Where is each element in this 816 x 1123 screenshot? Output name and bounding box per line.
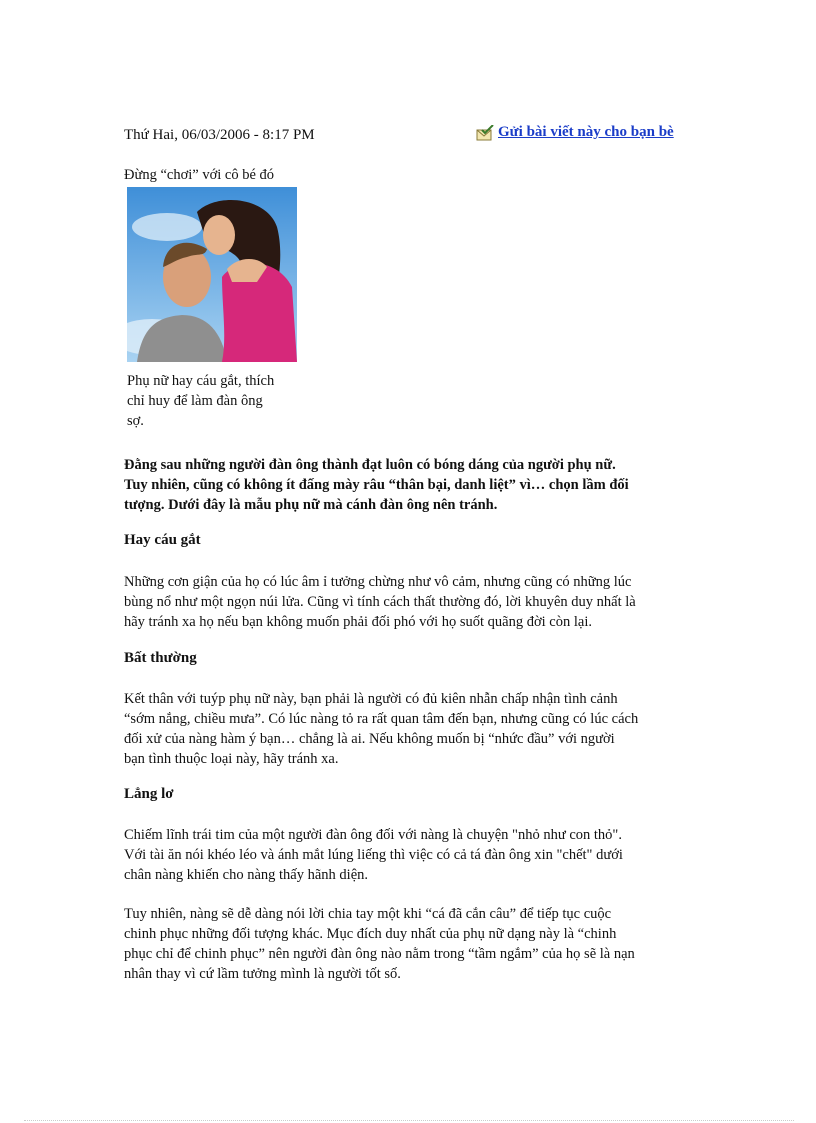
lead-paragraph bbox=[124, 455, 694, 515]
paragraph-line: Kết thân với tuýp phụ nữ này, bạn phải là người có đủ kiên nhẫn chấp nhận tình cảnh bbox=[124, 691, 618, 707]
paragraph-line: đối xử của nàng hàm ý bạn… chẳng là ai. Nếu không muốn bị “nhức đầu” với người bbox=[124, 731, 615, 747]
paragraph-line: bạn tình thuộc loại này, hãy tránh xa. bbox=[124, 751, 339, 767]
caption-line: chỉ huy để làm đàn ông bbox=[127, 393, 263, 409]
paragraph-line: nhân thay vì cứ lầm tưởng mình là người tốt số. bbox=[124, 966, 401, 982]
paragraph-line: chinh phục những đối tượng khác. Mục đích duy nhất của phụ nữ dạng này là “chinh bbox=[124, 926, 617, 942]
section-paragraph bbox=[124, 825, 694, 885]
lead-line: Đằng sau những người đàn ông thành đạt luôn có bóng dáng của người phụ nữ. bbox=[124, 457, 616, 473]
page-bottom-divider bbox=[24, 1120, 794, 1121]
paragraph-line: “sớm nắng, chiều mưa”. Có lúc nàng tỏ ra rất quan tâm đến bạn, nhưng cũng có lúc cách bbox=[124, 711, 639, 727]
paragraph-line: phục chỉ để chinh phục” nên người đàn ông nào nằm trong “tầm ngắm” của họ sẽ là nạn bbox=[124, 946, 635, 962]
lead-line: tượng. Dưới đây là mẫu phụ nữ mà cánh đàn ông nên tránh. bbox=[124, 497, 498, 513]
paragraph-line: hãy tránh xa họ nếu bạn không muốn phải đối phó với họ suốt quãng đời còn lại. bbox=[124, 614, 592, 630]
paragraph-line: Những cơn giận của họ có lúc âm ỉ tưởng chừng như vô cảm, nhưng cũng có những lúc bbox=[124, 574, 632, 590]
paragraph-line: Tuy nhiên, nàng sẽ dễ dàng nói lời chia tay một khi “cá đã cắn câu” để tiếp tục cuộc bbox=[124, 906, 612, 922]
paragraph-line: Chiếm lĩnh trái tim của một người đàn ông đối với nàng là chuyện "nhỏ như con thỏ". bbox=[124, 827, 622, 843]
paragraph-line: Với tài ăn nói khéo léo và ánh mắt lúng liếng thì việc có cả tá đàn ông xin "chết" dưới bbox=[124, 847, 623, 863]
send-to-friends-link[interactable] bbox=[476, 124, 674, 141]
section-heading: Hay cáu gắt bbox=[124, 532, 201, 548]
photo-caption bbox=[127, 371, 295, 431]
envelope-check-icon bbox=[476, 125, 494, 141]
section-paragraph bbox=[124, 904, 694, 984]
article-photo bbox=[127, 187, 297, 362]
caption-line: sợ. bbox=[127, 413, 144, 429]
article-date: Thứ Hai, 06/03/2006 - 8:17 PM bbox=[124, 127, 315, 143]
caption-line: Phụ nữ hay cáu gắt, thích bbox=[127, 373, 275, 389]
article-title: Đừng “chơi” với cô bé đó bbox=[124, 167, 275, 183]
section-heading: Lẳng lơ bbox=[124, 786, 174, 802]
send-link-label[interactable]: Gửi bài viết này cho bạn bè bbox=[498, 124, 674, 140]
paragraph-line: bùng nổ như một ngọn núi lửa. Cũng vì tính cách thất thường đó, lời khuyên duy nhất là bbox=[124, 594, 636, 610]
lead-line: Tuy nhiên, cũng có không ít đấng mày râu “thân bại, danh liệt” vì… chọn lầm đối bbox=[124, 477, 629, 493]
paragraph-line: chân nàng khiến cho nàng thấy hãnh diện. bbox=[124, 867, 369, 883]
section-paragraph bbox=[124, 572, 694, 632]
section-heading: Bất thường bbox=[124, 650, 197, 666]
section-paragraph bbox=[124, 689, 694, 769]
